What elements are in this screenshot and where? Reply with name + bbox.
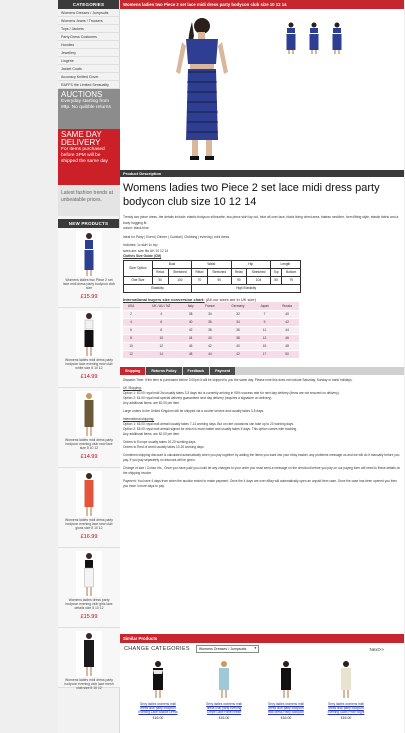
table-row xyxy=(123,342,299,350)
product-name[interactable]: Womens ladies midi dress party bodycon lace evening new club white size 8 10 12 xyxy=(65,358,113,370)
tab-returns-policy[interactable]: Returns Policy xyxy=(146,367,181,375)
tab-shipping[interactable]: Shipping xyxy=(120,367,145,375)
table-cell: 2 xyxy=(123,310,139,318)
size-table-wrap xyxy=(120,260,404,293)
table-cell: Elasticity xyxy=(124,284,192,292)
table-row xyxy=(123,350,299,358)
category-item[interactable]: RAFFS the Limited Sensuality xyxy=(58,81,119,89)
table-cell: 50 xyxy=(152,276,168,284)
table-cell: 42 xyxy=(222,350,254,358)
categories-header: CATEGORIES xyxy=(58,0,119,9)
product-price: £14.99 xyxy=(80,454,98,460)
auctions-title: AUCTIONS xyxy=(61,90,103,99)
category-item[interactable]: Jewellery xyxy=(58,49,119,57)
hip-header: Hip xyxy=(231,260,270,268)
product-price: £15.99 xyxy=(80,294,98,300)
product-description-label: Product Description xyxy=(120,170,404,177)
table-cell: Stretched xyxy=(168,268,192,276)
product-name[interactable]: Sexy ladies womens midi dress club party evening Crepe Lace Panel mesh xyxy=(206,702,242,714)
table-cell: One Size xyxy=(124,276,153,284)
product-description-section xyxy=(120,170,404,489)
size-option-header: Size/ Option xyxy=(124,260,153,276)
product-price: £16.00 xyxy=(152,716,164,721)
product-name[interactable]: Womens ladies dress party bodycon evening club girls lace details size 8 10 12 xyxy=(65,598,113,610)
chevron-down-icon: ▾ xyxy=(254,646,257,650)
category-item[interactable]: Tops / Jackets xyxy=(58,25,119,33)
product-image[interactable] xyxy=(211,660,237,698)
table-cell: High Elasticity xyxy=(192,284,301,292)
next-link[interactable]: Next>> xyxy=(369,646,384,652)
table-cell: 12 xyxy=(123,350,139,358)
new-product-item[interactable] xyxy=(58,308,120,388)
table-cell: 38 xyxy=(222,334,254,342)
info-tabs xyxy=(120,367,404,375)
product-name[interactable]: Sexy ladies womens midi dress club party bodycon Evening Lace Bodice Dress xyxy=(138,702,178,714)
same-day-title: SAME DAY DELIVERY xyxy=(61,130,102,147)
shipping-text: Any additional items, are £0.00 per item. xyxy=(123,400,181,405)
table-cell: 8 xyxy=(123,334,139,342)
product-image[interactable] xyxy=(333,660,359,698)
latest-fashion-promo[interactable] xyxy=(58,185,120,216)
table-cell: 6 xyxy=(139,318,184,326)
table-cell: 50 xyxy=(270,276,282,284)
table-cell: 17 xyxy=(254,350,275,358)
new-product-item[interactable] xyxy=(58,388,120,468)
product-image[interactable] xyxy=(76,631,102,677)
product-price: £16.00 xyxy=(218,716,230,721)
table-header: Japan xyxy=(254,302,275,310)
table-cell: 40 xyxy=(222,342,254,350)
shipping-text: Dispatch Time: If the item is purchased before 3.00pm it will be shipped to you the same day. Please note this does not include Saturday, Sunday or bank holidays. xyxy=(123,377,353,382)
table-cell: Relax xyxy=(231,268,247,276)
table-cell: 79 xyxy=(282,276,301,284)
conversion-chart-title: International buyers size conversion chart: xyxy=(123,296,205,302)
product-price: £16.00 xyxy=(340,716,352,721)
table-cell: 70 xyxy=(192,276,208,284)
same-day-text: For items purchased before 3PM will be shipped the same day xyxy=(61,147,108,164)
table-header: Italy xyxy=(184,302,198,310)
table-cell: 44 xyxy=(275,326,299,334)
table-cell: 10 xyxy=(123,342,139,350)
product-image[interactable] xyxy=(76,391,102,437)
table-cell: 36 xyxy=(198,318,222,326)
table-row xyxy=(123,318,299,326)
table-cell: 34 xyxy=(198,310,222,318)
similar-product-item[interactable] xyxy=(266,660,306,722)
shipping-heading: International shipping: xyxy=(123,416,155,421)
table-cell: 9 xyxy=(254,318,275,326)
shipping-text: Change of size / Colour etc., Once you have paid you could let any changes to your order you must send a message on the checkout before you pay on our paying form will need to these details on the shipping invoice. xyxy=(123,465,401,475)
table-row xyxy=(123,310,299,318)
product-price: £14.99 xyxy=(80,374,98,380)
table-cell: 42 xyxy=(198,342,222,350)
table-cell: 10 xyxy=(139,334,184,342)
table-cell: 11 xyxy=(254,326,275,334)
shipping-text: Option 1: £0.00 royal mail 2st usually takes 3-5 days but is currently arriving in 90% success rate for next day delivery (items are not ensured on delivery). xyxy=(123,390,340,395)
shipping-text: Option 2: £8.00 royal mail airmail signed for which is much faster and usually takes 5 days. This option comes with tracking. xyxy=(123,426,298,431)
table-cell: 48 xyxy=(275,342,299,350)
product-image[interactable] xyxy=(76,231,102,277)
product-name[interactable]: Womens ladies two Piece 2 set lace midi dress party bodycon club size xyxy=(62,278,115,290)
table-cell: 6 xyxy=(123,326,139,334)
conversion-chart-note: (All our sizes are in UK size) xyxy=(205,296,256,302)
category-select[interactable] xyxy=(196,645,259,653)
table-header: Germany xyxy=(222,302,254,310)
thumbnail-image[interactable] xyxy=(326,22,348,54)
size-guide-title: Clothes Size Guide (CM) xyxy=(123,254,162,258)
includes-text: Includes: 1x skirt 1x top xyxy=(123,243,158,247)
table-cell: 8 xyxy=(139,326,184,334)
similar-product-item[interactable] xyxy=(204,660,244,722)
table-cell: Relax xyxy=(152,268,168,276)
table-cell: 46 xyxy=(184,342,198,350)
table-cell: Stretched xyxy=(247,268,271,276)
product-price: £15.99 xyxy=(80,614,98,620)
product-image[interactable] xyxy=(145,660,171,698)
table-cell: 14 xyxy=(139,350,184,358)
table-cell: 44 xyxy=(198,350,222,358)
shipping-text: Orders to Europe usually takes 10-20 working days. xyxy=(123,439,197,444)
same-day-delivery-promo[interactable] xyxy=(58,129,120,185)
table-cell: 38 xyxy=(198,326,222,334)
ideal-for-text: Ideal for Party | Event | Dinner | Cocktail | Clubbing | evening | mini dress xyxy=(123,234,230,239)
shipping-text: Combined shipping discount is calculated automatically when you pay together by adding the items you want into your ebay basket, any problems message us and we will do it manually before you pay. If you pay separately no discount will be given. xyxy=(123,452,400,462)
category-list xyxy=(58,9,119,89)
table-cell: 50 xyxy=(275,350,299,358)
table-cell: 40 xyxy=(184,318,198,326)
similar-product-item[interactable] xyxy=(326,660,366,722)
table-cell: 7 xyxy=(254,310,275,318)
product-title: Womens ladies two Piece 2 set lace midi dress party bodycon club size 10 12 14 xyxy=(123,182,380,208)
table-cell: 42 xyxy=(275,318,299,326)
tab-feedback[interactable]: Feedback xyxy=(183,367,210,375)
product-description-text: Trendy two piece dress, the details include: elastic bodycon silhouette, two piece skirt lay out, blue all over lace, black lining chest area, bateau neckline, form fitting style, elastic fabric and a body hugging fit. xyxy=(123,215,399,225)
product-image[interactable] xyxy=(76,311,102,357)
shipping-text: Option 1: £6.00 royal mail airmail usually takes 7-14 working days. But on rare occasions can take up to 20 working days. xyxy=(123,421,294,426)
table-cell: 12 xyxy=(139,342,184,350)
product-name[interactable]: Sexy ladies womens midi dress club party bodycon midi dress Party Bodycon xyxy=(267,702,305,714)
table-cell: 100 xyxy=(168,276,192,284)
table-row xyxy=(123,334,299,342)
category-item[interactable]: Hoodies xyxy=(58,41,119,49)
main-content xyxy=(120,0,404,733)
table-cell: 46 xyxy=(275,334,299,342)
table-cell: 4 xyxy=(139,310,184,318)
conversion-table-wrap xyxy=(120,302,404,359)
category-item[interactable]: Jacket Coats xyxy=(58,65,119,73)
product-name[interactable]: Womens ladies midi dress party bodycon evening lace new club gloss size 8 10 12 xyxy=(65,518,113,530)
length-header: Length xyxy=(270,260,300,268)
table-cell: 38 xyxy=(184,310,198,318)
shipping-heading: UK Shipping: xyxy=(123,385,142,390)
table-cell: 90 xyxy=(207,276,231,284)
category-item[interactable]: Lingerie xyxy=(58,57,119,65)
product-name[interactable]: Sexy ladies womens midi dress club party bodycon Evening Glam Prom Night xyxy=(327,702,365,714)
table-cell: 90 xyxy=(231,276,247,284)
shipping-text: Any additional items, are £0.00 per item. xyxy=(123,431,181,436)
table-cell: 104 xyxy=(247,276,271,284)
thumbnail-image[interactable] xyxy=(280,22,302,54)
sidebar xyxy=(58,0,120,733)
size-conversion-table xyxy=(123,302,299,359)
product-image[interactable] xyxy=(76,471,102,517)
table-cell: 44 xyxy=(184,334,198,342)
shipping-text: Payment: You have 4 days from when the auction ended to make payment. Once the 4 days are over eBay will automatically open an unpaid item case. Once the case has been opened you then you have 4 more days to pay. xyxy=(123,478,397,488)
auctions-promo[interactable] xyxy=(58,89,120,129)
waist-header: Waist xyxy=(192,260,231,268)
product-image[interactable] xyxy=(273,660,299,698)
product-price: £16.00 xyxy=(280,716,292,721)
product-image[interactable] xyxy=(76,551,102,597)
product-header-bar: Womens ladies two Piece 2 set lace midi dress party bodycon club size 10 12 14 xyxy=(120,0,404,9)
new-product-item[interactable] xyxy=(58,628,120,688)
table-cell: 13 xyxy=(254,334,275,342)
table-cell: 34 xyxy=(222,318,254,326)
category-item[interactable]: Accuracy Knitted Cover xyxy=(58,73,119,81)
product-name[interactable]: Womens ladies midi dress party bodycon evening club new lace size 8 10 12 xyxy=(65,438,113,450)
shipping-panel xyxy=(120,378,404,489)
change-categories-row xyxy=(120,643,404,655)
category-select-value: Womens Dresses / Jumpsuits xyxy=(198,647,247,651)
table-cell: 15 xyxy=(254,342,275,350)
shipping-text: Large orders to the United Kingdom will be shipped via a courier service and usually takes 3-5 days. xyxy=(123,408,265,413)
auctions-text: Everyday starting from 99p. No quibble returns xyxy=(61,99,111,110)
latest-fashion-text: Latest fashion trends at unbeatable prices. xyxy=(61,190,113,203)
table-cell: 40 xyxy=(275,310,299,318)
sizes-text: sizes are: size fits UK 10 12 14 xyxy=(123,248,169,253)
similar-products-bar: Similar Products xyxy=(120,634,404,643)
bust-header: Bust xyxy=(152,260,191,268)
product-price: £16.99 xyxy=(80,534,98,540)
table-cell: 42 xyxy=(184,326,198,334)
category-item[interactable]: Womens Dresses / Jumpsuits xyxy=(58,9,119,17)
product-colour: colour: black blue xyxy=(123,226,149,230)
table-row xyxy=(123,326,299,334)
thumbnail-image[interactable] xyxy=(303,22,325,54)
similar-products-section xyxy=(120,634,404,733)
table-header: France xyxy=(198,302,222,310)
change-categories-label: CHANGE CATEGORIES xyxy=(124,646,190,652)
table-cell: Bottom xyxy=(282,268,301,276)
shipping-text: Orders to Rest of world usually takes 10-20 working days. xyxy=(123,444,205,449)
table-header: Russia xyxy=(275,302,299,310)
table-cell: Relax xyxy=(192,268,208,276)
similar-product-item[interactable] xyxy=(138,660,178,722)
new-product-item[interactable] xyxy=(58,468,120,548)
table-cell: 4 xyxy=(123,318,139,326)
size-guide-table xyxy=(123,260,301,293)
table-cell: 32 xyxy=(222,310,254,318)
category-item[interactable]: Party Dress Costumes xyxy=(58,33,119,41)
table-header: UK / AU / NZ xyxy=(139,302,184,310)
table-cell: Top xyxy=(270,268,282,276)
table-cell: 36 xyxy=(222,326,254,334)
shipping-text: Option 2: £4.00 royal mail special delivery guaranteed next day delivery (requires a signature on delivery). xyxy=(123,395,273,400)
table-header: USA xyxy=(123,302,139,310)
table-cell: 40 xyxy=(198,334,222,342)
new-product-item[interactable] xyxy=(58,548,120,628)
table-cell: 48 xyxy=(184,350,198,358)
table-cell: Stretched xyxy=(207,268,231,276)
product-name[interactable]: Womens ladies midi dress party bodycon evening club lace mesh club size 8 10 12 xyxy=(64,678,114,690)
new-products-header: NEW PRODUCTS xyxy=(58,219,119,228)
new-product-item[interactable] xyxy=(58,228,120,308)
main-product-image[interactable] xyxy=(122,12,278,164)
category-item[interactable]: Womens Jeans / Trousers xyxy=(58,17,119,25)
tab-payment[interactable]: Payment xyxy=(210,367,235,375)
